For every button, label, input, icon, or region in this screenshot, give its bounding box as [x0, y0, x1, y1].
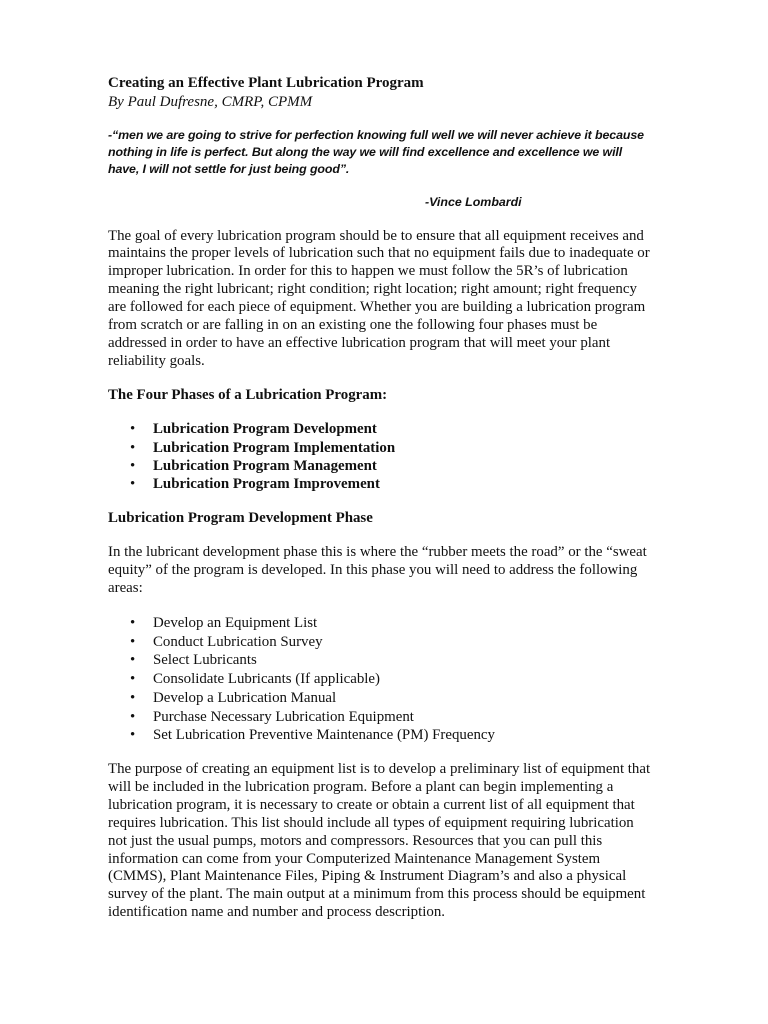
bullet-icon: • — [130, 439, 136, 456]
area-label: Purchase Necessary Lubrication Equipment — [153, 708, 414, 725]
area-label: Conduct Lubrication Survey — [153, 633, 323, 650]
list-item — [108, 420, 656, 438]
equipment-list-paragraph: The purpose of creating an equipment list is to develop a preliminary list of equipment that will be included in the lubrication program. Before a plant can begin implementing a lubrication program, it is necessary to create or obtain a current list of all equipment that requires lubrication. This list should include all types of equipment requiring lubrication not just the usual pumps, motors and compressors. Resources that you can pull this information can come from your Computerized Maintenance Management System (CMMS), Plant Maintenance Files, Piping & Instrument Diagram’s and also a physical survey of the plant. The main output at a minimum from this process should be equipment identification name and number and process description. — [108, 761, 651, 921]
area-label: Select Lubricants — [153, 652, 257, 669]
bullet-icon: • — [130, 614, 136, 631]
document-byline: By Paul Dufresne, CMRP, CPMM — [108, 94, 313, 110]
list-item — [108, 633, 656, 652]
phase-label: Lubrication Program Development — [153, 421, 377, 438]
bullet-icon: • — [130, 652, 136, 669]
phases-heading: The Four Phases of a Lubrication Program: — [108, 387, 388, 404]
bullet-icon: • — [130, 727, 136, 744]
bullet-icon: • — [130, 708, 136, 725]
development-heading: Lubrication Program Development Phase — [108, 510, 373, 527]
list-item — [108, 689, 656, 708]
list-item — [108, 651, 656, 670]
bullet-icon: • — [130, 421, 136, 438]
list-item — [108, 726, 656, 745]
document-page — [108, 74, 656, 922]
list-item — [108, 439, 656, 457]
phases-list — [108, 420, 656, 493]
list-item — [108, 475, 656, 493]
intro-paragraph: The goal of every lubrication program should be to ensure that all equipment receives and maintains the proper levels of lubrication such that no equipment fails due to inadequate or improper lubrication. In order for this to happen we must follow the 5R’s of lubrication meaning the right lubricant; right condition; right location; right amount; right frequency are followed for each piece of equipment. Whether you are building a lubrication program from scratch or are falling in on an existing one the following four phases must be addressed in order to have an effective lubrication program that will meet your plant reliability goals. — [108, 227, 650, 369]
bullet-icon: • — [130, 475, 136, 492]
bullet-icon: • — [130, 633, 136, 650]
phase-label: Lubrication Program Improvement — [153, 475, 380, 492]
list-item — [108, 614, 656, 633]
area-label: Set Lubrication Preventive Maintenance (PM) Frequency — [153, 727, 495, 744]
phase-label: Lubrication Program Implementation — [153, 439, 396, 456]
list-item — [108, 670, 656, 689]
bullet-icon: • — [130, 689, 136, 706]
list-item — [108, 457, 656, 475]
opening-quote: -“men we are going to strive for perfection knowing full well we will never achieve it because nothing in life is perfect. But along the way we will find excellence and excellence we will have, I will not settle for just being good”. — [108, 128, 644, 177]
phase-label: Lubrication Program Management — [153, 457, 377, 474]
list-item — [108, 708, 656, 727]
bullet-icon: • — [130, 457, 136, 474]
area-label: Consolidate Lubricants (If applicable) — [153, 671, 381, 688]
development-paragraph: In the lubricant development phase this is where the “rubber meets the road” or the “sweat equity” of the program is developed. In this phase you will need to address the following areas: — [108, 544, 647, 596]
bullet-icon: • — [130, 671, 136, 688]
area-label: Develop an Equipment List — [153, 614, 318, 631]
document-title: Creating an Effective Plant Lubrication Program — [108, 75, 424, 91]
quote-attribution: -Vince Lombardi — [425, 194, 522, 209]
area-label: Develop a Lubrication Manual — [153, 689, 337, 706]
development-areas-list — [108, 614, 656, 746]
